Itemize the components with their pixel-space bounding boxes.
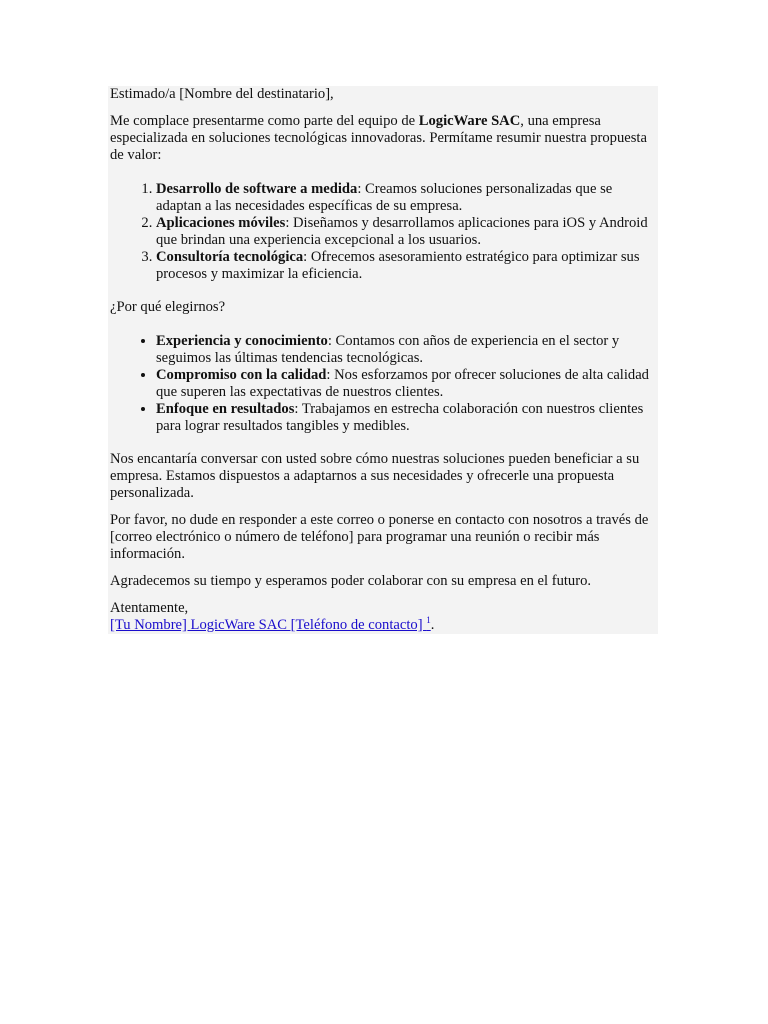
signoff: Atentamente, xyxy=(110,600,189,616)
list-item xyxy=(156,401,656,435)
list-item xyxy=(156,181,656,215)
reason-text: : Trabajamos en estrecha colaboración con nuestros clientes para lograr resultados tangibles y medibles. xyxy=(156,401,644,434)
service-title: Aplicaciones móviles xyxy=(156,215,286,231)
services-list xyxy=(110,181,656,283)
service-title: Consultoría tecnológica xyxy=(156,249,304,265)
intro-text-before: Me complace presentarme como parte del equipo de xyxy=(110,113,419,129)
intro-text-after: , una empresa especializada en soluciones tecnológicas innovadoras. Permítame resumir nuestra propuesta de valor: xyxy=(110,113,647,163)
closing-paragraph-2: Por favor, no dude en responder a este correo o ponerse en contacto con nosotros a través de [correo electrónico o número de teléfono] para programar una reunión o recibir más información. xyxy=(110,512,649,562)
list-item xyxy=(156,215,656,249)
greeting: Estimado/a [Nombre del destinatario], xyxy=(110,86,334,102)
reason-title: Experiencia y conocimiento xyxy=(156,333,328,349)
reasons-list xyxy=(110,333,656,435)
reason-text: : Contamos con años de experiencia en el sector y seguimos las últimas tendencias tecnológicas. xyxy=(156,333,620,366)
signature-link[interactable] xyxy=(110,617,431,633)
reason-title: Compromiso con la calidad xyxy=(156,367,327,383)
service-text: : Diseñamos y desarrollamos aplicaciones para iOS y Android que brindan una experiencia excepcional a los usuarios. xyxy=(156,215,648,248)
list-item xyxy=(156,333,656,367)
signature-end: . xyxy=(430,617,435,633)
reason-title: Enfoque en resultados xyxy=(156,401,295,417)
signoff-block xyxy=(110,600,656,634)
footnote-marker: 1 xyxy=(426,615,431,626)
service-title: Desarrollo de software a medida xyxy=(156,181,358,197)
intro-paragraph xyxy=(110,113,656,164)
reason-text: : Nos esforzamos por ofrecer soluciones de alta calidad que superen las expectativas de nuestros clientes. xyxy=(156,367,649,400)
list-item xyxy=(156,249,656,283)
company-name: LogicWare SAC xyxy=(418,113,521,129)
signature-link-text: [Tu Nombre] LogicWare SAC [Teléfono de contacto] xyxy=(110,617,427,633)
closing-paragraph-3: Agradecemos su tiempo y esperamos poder colaborar con su empresa en el futuro. xyxy=(110,573,592,589)
letter-body xyxy=(108,86,658,634)
service-text: : Ofrecemos asesoramiento estratégico para optimizar sus procesos y maximizar la eficiencia. xyxy=(156,249,640,282)
service-text: : Creamos soluciones personalizadas que se adaptan a las necesidades específicas de su empresa. xyxy=(156,181,613,214)
why-heading: ¿Por qué elegirnos? xyxy=(110,299,226,315)
list-item xyxy=(156,367,656,401)
closing-paragraph-1: Nos encantaría conversar con usted sobre cómo nuestras soluciones pueden beneficiar a su empresa. Estamos dispuestos a adaptarnos a sus necesidades y ofrecerle una propuesta personalizada. xyxy=(110,451,640,501)
